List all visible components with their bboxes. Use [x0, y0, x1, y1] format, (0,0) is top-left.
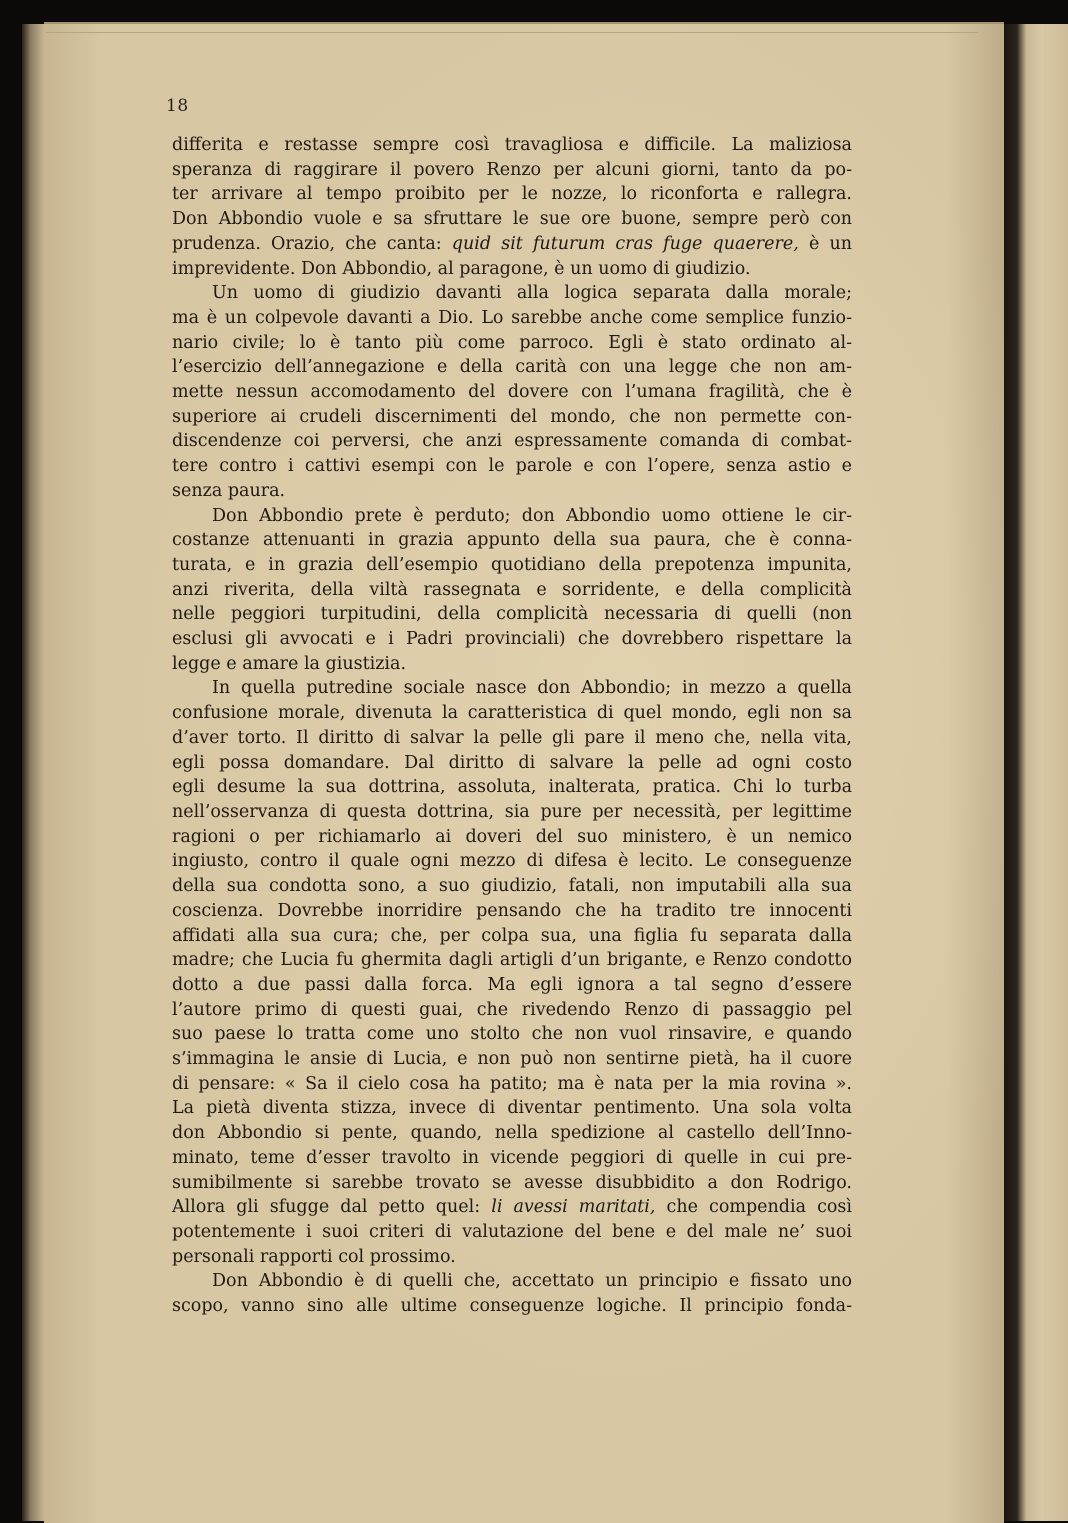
text-line: Don Abbondio è di quelli che, accettato un principio e fissato uno [212, 1271, 852, 1292]
text-run: Allora gli sfugge dal petto quel: [172, 1197, 492, 1218]
text-line: egli possa domandare. Dal diritto di salvare la pelle ad ogni costo [172, 752, 852, 773]
page-number: 18 [166, 96, 189, 116]
text-line: ingiusto, contro il quale ogni mezzo di difesa è lecito. Le conseguenze [172, 851, 852, 872]
paragraph-5 [172, 1269, 852, 1318]
text-line: egli desume la sua dottrina, assoluta, inalterata, pratica. Chi lo turba [172, 777, 852, 798]
text-line: di pensare: « Sa il cielo cosa ha patito; ma è nata per la mia rovina ». [172, 1073, 852, 1094]
text-line: potentemente i suoi criteri di valutazione del bene e del male ne’ suoi [172, 1221, 852, 1242]
text-line: ragioni o per richiamarlo ai doveri del suo ministero, è un nemico [172, 826, 852, 847]
latin-quote: quid sit futurum cras fuge quaerere, [451, 233, 799, 254]
text-line: scopo, vanno sino alle ultime conseguenze logiche. Il principio fonda- [172, 1296, 852, 1317]
text-line: nario civile; lo è tanto più come parroco. Egli è stato ordinato al- [172, 332, 852, 353]
text-line: don Abbondio si pente, quando, nella spedizione al castello dell’Inno- [172, 1123, 852, 1144]
text-run: prudenza. Orazio, che canta: [172, 233, 452, 254]
text-line: personali rapporti col prossimo. [172, 1246, 456, 1267]
text-line: senza paura. [172, 480, 286, 501]
paragraph-3 [172, 504, 852, 677]
page-stack-left-edge [22, 24, 44, 1521]
paragraph-2 [172, 281, 852, 503]
text-line: imprevidente. Don Abbondio, al paragone, è un uomo di giudizio. [172, 258, 751, 279]
text-line: In quella putredine sociale nasce don Abbondio; in mezzo a quella [212, 678, 852, 699]
text-line: confusione morale, divenuta la caratteristica di quel mondo, egli non sa [172, 703, 852, 724]
text-line: madre; che Lucia fu ghermita dagli artigli d’un brigante, e Renzo condotto [172, 950, 852, 971]
text-line: Un uomo di giudizio davanti alla logica separata dalla morale; [212, 283, 852, 304]
paragraph-1 [172, 133, 852, 281]
text-line: legge e amare la giustizia. [172, 653, 407, 674]
paragraph-4 [172, 676, 852, 1269]
body-text [172, 133, 852, 1319]
text-line: differita e restasse sempre così travagliosa e difficile. La maliziosa [172, 135, 852, 155]
text-line: discendenze coi perversi, che anzi espressamente comanda di combat- [172, 431, 852, 452]
text-line: coscienza. Dovrebbe inorridire pensando che ha tradito tre innocenti [172, 900, 852, 921]
text-line: suo paese lo tratta come uno stolto che non vuol rinsavire, e quando [172, 1024, 852, 1045]
text-line: l’esercizio dell’annegazione e della carità con una legge che non am- [172, 357, 852, 378]
italic-quote: li avessi maritati, [491, 1197, 656, 1218]
text-line: esclusi gli avvocati e i Padri provinciali) che dovrebbero rispettare la [172, 629, 852, 650]
text-line: Don Abbondio vuole e sa sfruttare le sue ore buone, sempre però con [172, 209, 852, 230]
text-line: sumibilmente si sarebbe trovato se avesse disubbidito a don Rodrigo. [172, 1172, 852, 1193]
text-line: ma è un colpevole davanti a Dio. Lo sarebbe anche come semplice funzio- [172, 307, 852, 328]
text-line: tere contro i cattivi esempi con le parole e con l’opere, senza astio e [172, 456, 852, 477]
text-line: costanze attenuanti in grazia appunto della sua paura, che è conna- [172, 530, 852, 551]
page-top-rule [46, 32, 978, 33]
text-line: nelle peggiori turpitudini, della complicità necessaria di quelli (non [172, 604, 852, 625]
text-line: della sua condotta sono, a suo giudizio, fatali, non imputabili alla sua [172, 876, 852, 897]
text-line: mette nessun accomodamento del dovere con l’umana fragilità, che è [172, 382, 852, 403]
text-line: s’immagina le ansie di Lucia, e non può non sentirne pietà, ha il cuore [172, 1049, 852, 1070]
text-line: minato, teme d’esser travolto in vicende peggiori di quelle in cui pre- [172, 1147, 852, 1168]
text-line-with-quote [172, 232, 852, 257]
text-line: La pietà diventa stizza, invece di diventar pentimento. Una sola volta [172, 1098, 852, 1119]
text-line: l’autore primo di questi guai, che rivedendo Renzo di passaggio pel [172, 999, 852, 1020]
text-line: ter arrivare al tempo proibito per le nozze, lo riconforta e rallegra. [172, 184, 852, 205]
text-line: Don Abbondio prete è perduto; don Abbondio uomo ottiene le cir- [212, 505, 852, 526]
text-line: superiore ai crudeli discernimenti del mondo, che non permette con- [172, 406, 852, 427]
text-line: d’aver torto. Il diritto di salvar la pelle gli pare il meno che, nella vita, [172, 727, 852, 748]
text-line: nell’osservanza di questa dottrina, sia pure per necessità, per legittime [172, 801, 852, 822]
text-run: che compendia così [655, 1197, 853, 1218]
text-run: è un [798, 233, 852, 254]
text-line: dotto a due passi dalla forca. Ma egli ignora a tal segno d’essere [172, 974, 852, 995]
text-line-with-quote [172, 1195, 852, 1220]
text-line: turata, e in grazia dell’esempio quotidiano della prepotenza impunita, [172, 554, 852, 575]
text-line: anzi riverita, della viltà rassegnata e sorridente, e della complicità [172, 579, 852, 600]
text-line: affidati alla sua cura; che, per colpa sua, una figlia fu separata dalla [172, 925, 852, 946]
text-line: speranza di raggirare il povero Renzo per alcuni giorni, tanto da po- [172, 159, 852, 180]
scan-border-top [0, 0, 1068, 20]
page-stack-right-edge [1004, 24, 1068, 1521]
